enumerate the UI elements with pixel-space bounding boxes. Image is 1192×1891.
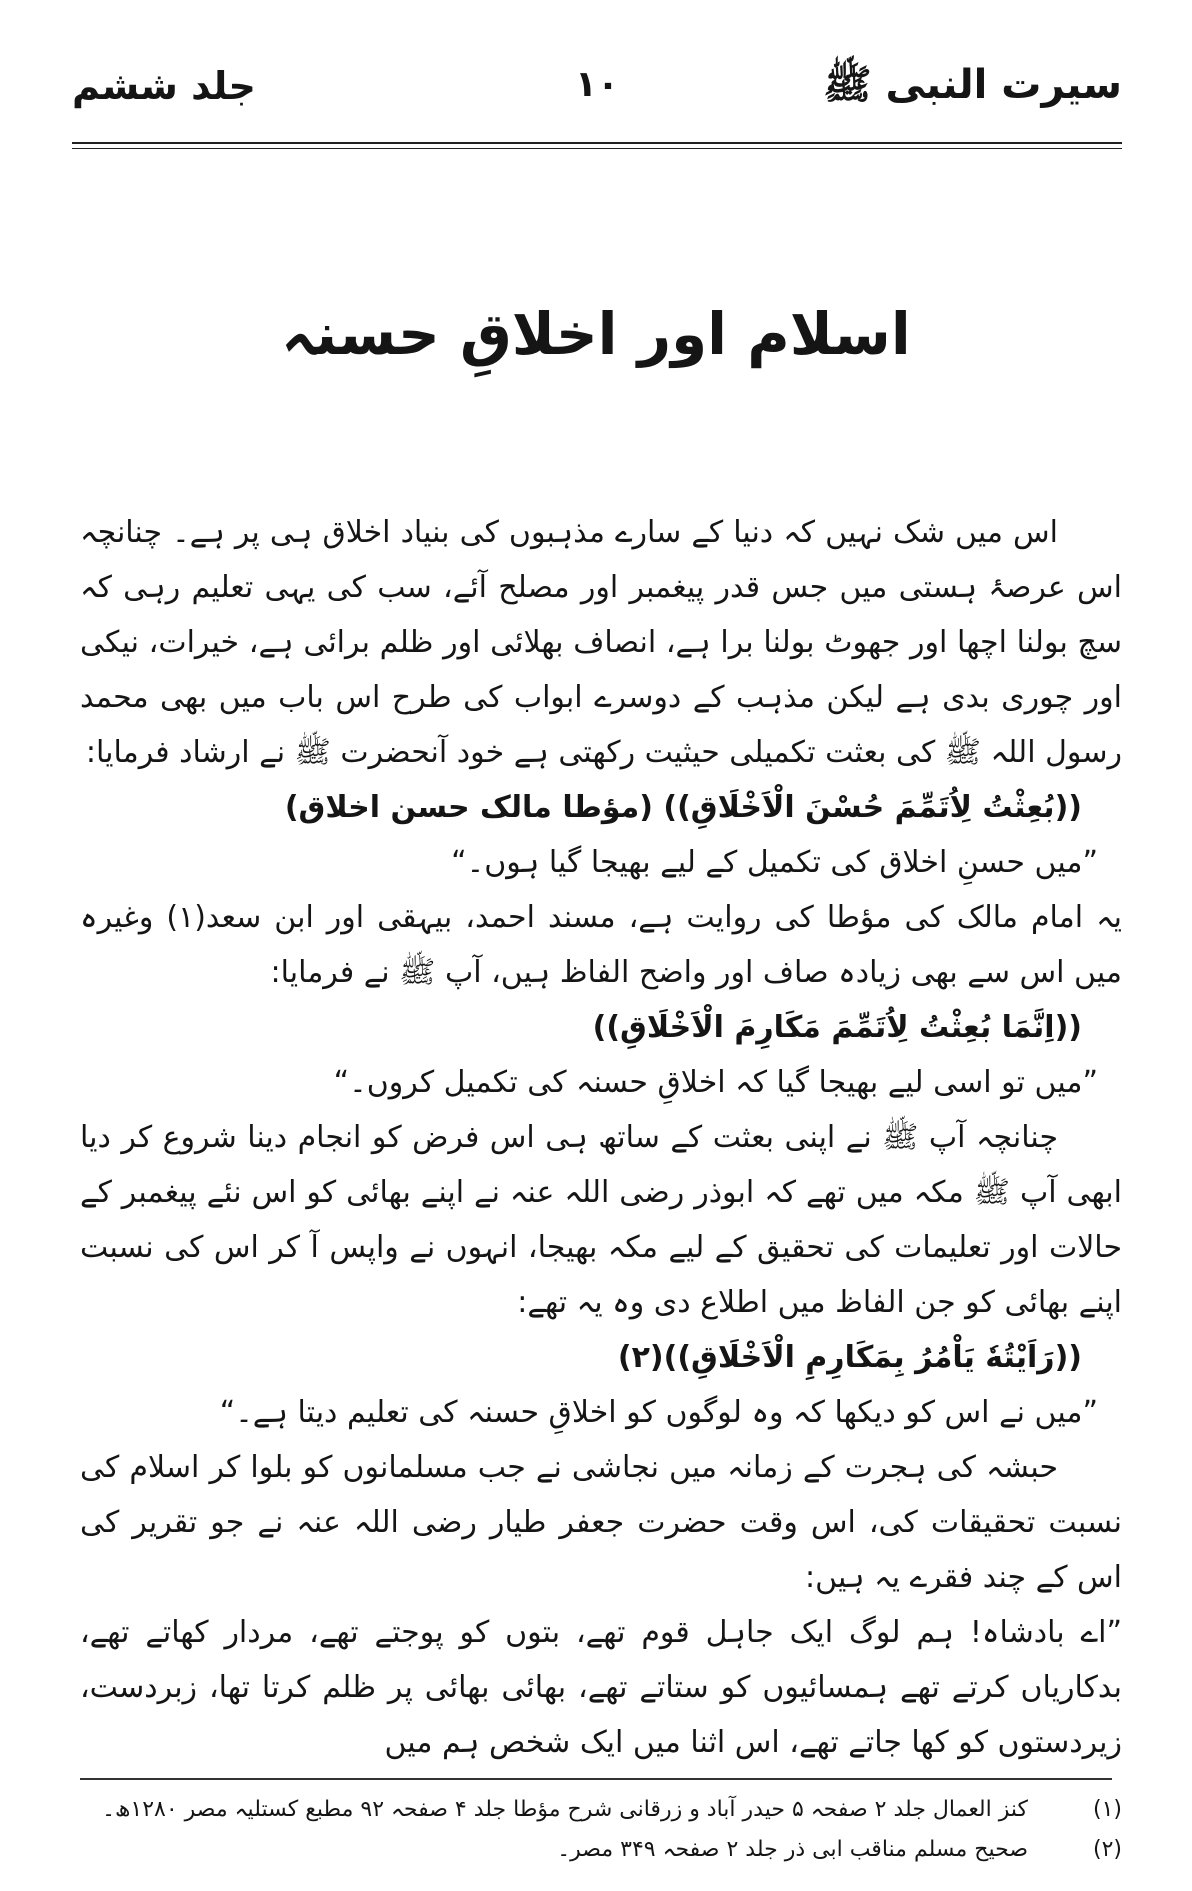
paragraph-jafar-speech: ”اے بادشاہ! ہم لوگ ایک جاہل قوم تھے، بتوں کو پوجتے تھے، مردار کھاتے تھے، بدکاریاں کرتے تھے ہمسائیوں کو ستاتے تھے، بھائی بھائی پر ظلم کرتا تھا، زبردست، زیردستوں کو کھا جاتے تھے، اس اثنا میں ایک شخص ہم میں (80, 1615, 1122, 1760)
footnotes (80, 1790, 1122, 1870)
hadith-translation-2: ”میں تو اسی لیے بھیجا گیا کہ اخلاقِ حسنہ کی تکمیل کروں۔“ (333, 1065, 1098, 1100)
hadith-translation-1: ”میں حسنِ اخلاق کی تکمیل کے لیے بھیجا گیا ہوں۔“ (451, 845, 1098, 880)
chapter-title: اسلام اور اخلاقِ حسنہ (281, 300, 911, 368)
footnote-text: صحیح مسلم مناقب ابی ذر جلد ۲ صفحہ ۳۴۹ مصر۔ (557, 1837, 1028, 1862)
paragraph-intro: اس میں شک نہیں کہ دنیا کے سارے مذہبوں کی بنیاد اخلاق ہی پر ہے۔ چنانچہ اس عرصۂ ہستی میں جس قدر پیغمبر اور مصلح آئے، سب کی یہی تعلیم رہی کہ سچ بولنا اچھا اور جھوٹ بولنا برا ہے، انصاف بھلائی اور ظلم برائی ہے، خیرات، نیکی اور چوری بدی ہے لیکن مذہب کے دوسرے ابواب کی طرح اس باب میں بھی محمد رسول اللہ ﷺ کی بعثت تکمیلی حیثیت رکھتی ہے خود آنحضرت ﷺ نے ارشاد فرمایا: (80, 515, 1122, 770)
paragraph-habsha: حبشہ کی ہجرت کے زمانہ میں نجاشی نے جب مسلمانوں کو بلوا کر اسلام کی نسبت تحقیقات کی، اس وقت حضرت جعفر طیار رضی اللہ عنہ نے جو تقریر کی اس کے چند فقرے یہ ہیں: (80, 1450, 1122, 1595)
book-title: سیرت النبی ﷺ (823, 62, 1122, 108)
footnote (80, 1790, 1122, 1830)
volume-label: جلد ششم (72, 64, 256, 108)
hadith-quote-1: ((بُعِثْتُ لِاُتَمِّمَ حُسْنَ الْاَخْلَاقِ)) (مؤطا مالک حسن اخلاق) (284, 790, 1082, 825)
page-number: ۱۰ (575, 64, 619, 105)
header-rule-thin (72, 148, 1122, 149)
footnote-rule (80, 1778, 1112, 1780)
hadith-translation-3: ”میں نے اس کو دیکھا کہ وہ لوگوں کو اخلاقِ حسنہ کی تعلیم دیتا ہے۔“ (219, 1395, 1098, 1430)
footnote (80, 1830, 1122, 1870)
paragraph-abu-dhar: چنانچہ آپ ﷺ نے اپنی بعثت کے ساتھ ہی اس فرض کو انجام دینا شروع کر دیا ابھی آپ ﷺ مکہ میں تھے کہ ابوذر رضی اللہ عنہ نے اپنے بھائی کو اس نئے پیغمبر کے حالات اور تعلیمات کی تحقیق کے لیے مکہ بھیجا، انہوں نے واپس آ کر اس کی نسبت اپنے بھائی کو جن الفاظ میں اطلاع دی وہ یہ تھے: (80, 1120, 1122, 1320)
paragraph-narration: یہ امام مالک کی مؤطا کی روایت ہے، مسند احمد، بیہقی اور ابن سعد(۱) وغیرہ میں اس سے بھی زیادہ صاف اور واضح الفاظ ہیں، آپ ﷺ نے فرمایا: (80, 900, 1122, 990)
hadith-quote-3: ((رَاَیْتُهٗ یَاْمُرُ بِمَكَارِمِ الْاَخْلَاقِ))(۲) (617, 1340, 1082, 1375)
body-text (80, 505, 1122, 1770)
header-rule (72, 142, 1122, 144)
footnote-text: کنز العمال جلد ۲ صفحہ ۵ حیدر آباد و زرقانی شرح مؤطا جلد ۴ صفحہ ۹۲ مطبع کستلیہ مصر ۱۲۸۰ھ۔ (102, 1797, 1028, 1822)
footnote-number: (۲) (1092, 1837, 1122, 1862)
footnote-number: (۱) (1092, 1797, 1122, 1822)
running-header (72, 60, 1122, 140)
hadith-quote-2: ((اِنَّمَا بُعِثْتُ لِاُتَمِّمَ مَكَارِمَ الْاَخْلَاقِ)) (592, 1010, 1082, 1045)
